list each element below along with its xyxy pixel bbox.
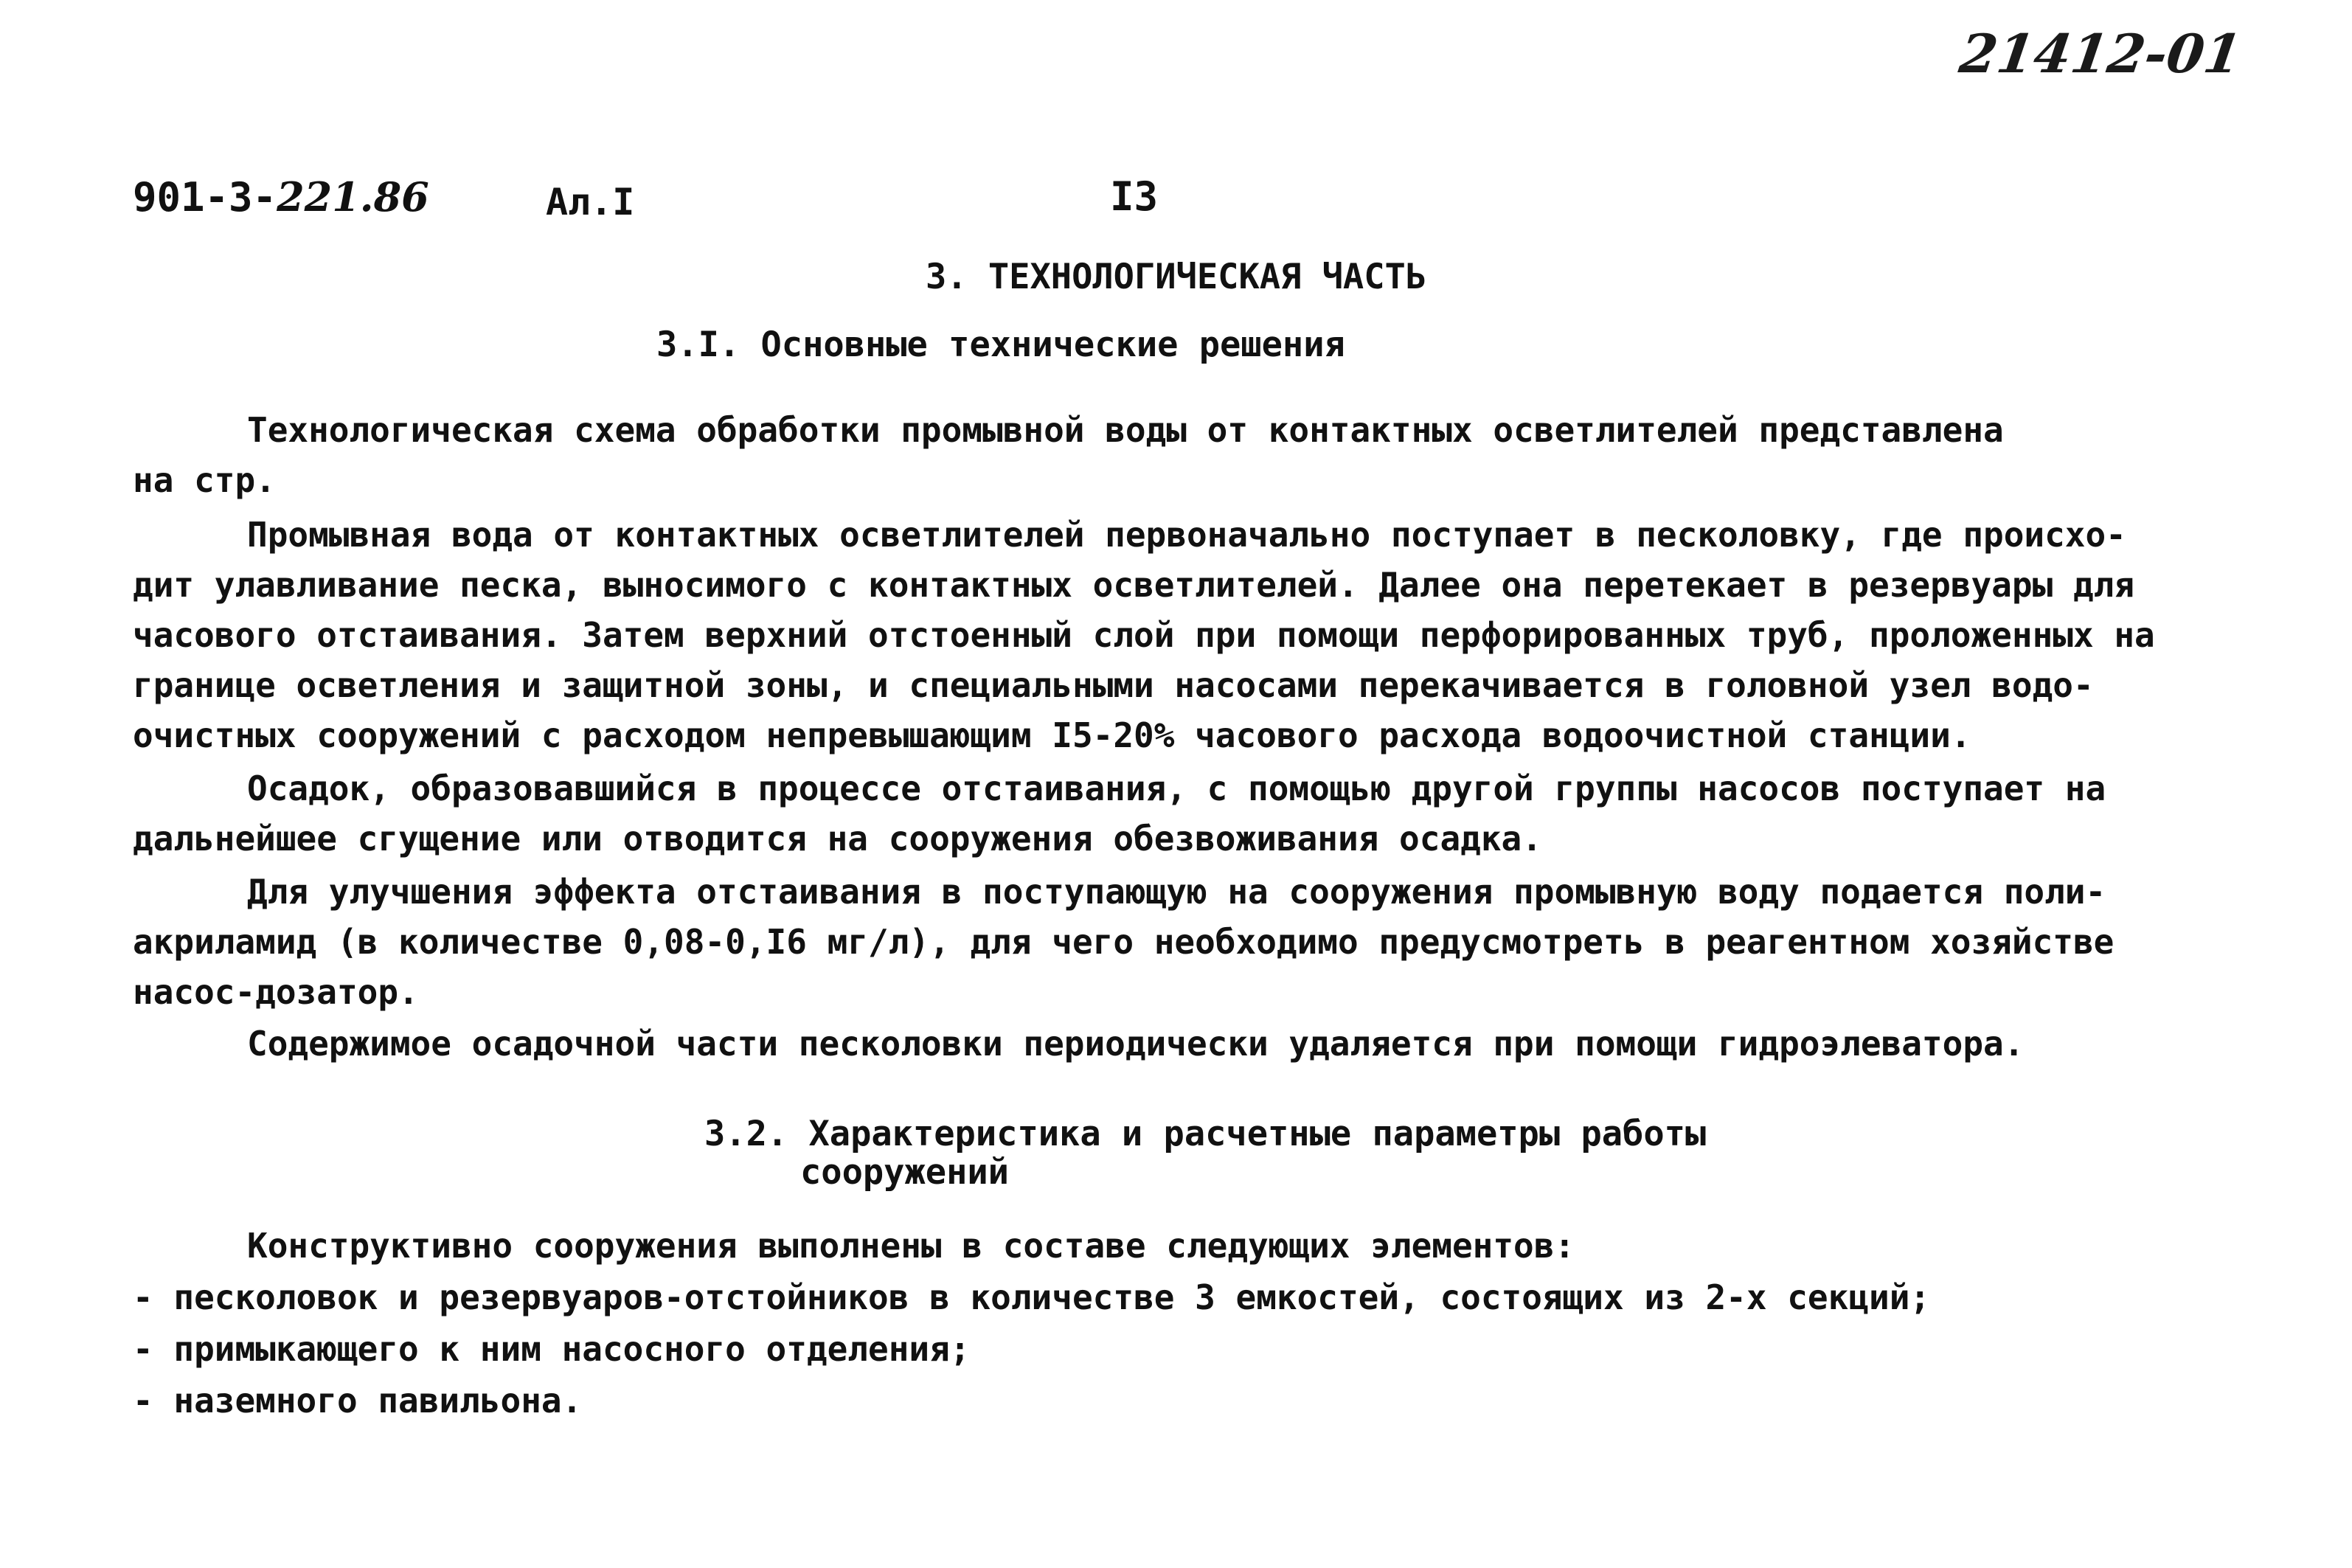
- document-code: [133, 173, 429, 221]
- paragraph-line: дальнейшее сгущение или отводится на сооружения обезвоживания осадка.: [133, 819, 1542, 858]
- paragraph-line: Осадок, образовавшийся в процессе отстаивания, с помощью другой группы насосов поступает на: [247, 769, 2106, 808]
- list-item: - наземного павильона.: [133, 1381, 583, 1420]
- paragraph-line: насос-дозатор.: [133, 972, 419, 1012]
- handwritten-archive-number: 21412-01: [1956, 22, 2246, 85]
- paragraph-line: очистных сооружений с расходом непревышающим I5-20% часового расхода водоочистной станции.: [133, 715, 1971, 755]
- sheet-label: Ал.I: [546, 181, 635, 223]
- list-intro: Конструктивно сооружения выполнены в составе следующих элементов:: [247, 1226, 1575, 1266]
- paragraph-line: на стр.: [133, 460, 276, 500]
- page-header: [133, 173, 2198, 232]
- list-item: - песколовок и резервуаров-отстойников в количестве 3 емкостей, состоящих из 2-х секций;: [133, 1277, 1931, 1317]
- paragraph-line: дит улавливание песка, выносимого с контактных осветлителей. Далее она перетекает в резервуары для: [133, 565, 2135, 605]
- list-item: - примыкающего к ним насосного отделения;: [133, 1329, 971, 1369]
- paragraph-line: Содержимое осадочной части песколовки периодически удаляется при помощи гидроэлеватора.: [247, 1024, 2025, 1064]
- page-number: I3: [1110, 173, 1159, 220]
- document-code-printed: 901-3-: [133, 174, 277, 221]
- paragraph-line: границе осветления и защитной зоны, и специальными насосами перекачивается в головной узел водо-: [133, 665, 2094, 705]
- subsection-title-3-1: 3.I. Основные технические решения: [656, 325, 1345, 365]
- section-title: 3. ТЕХНОЛОГИЧЕСКАЯ ЧАСТЬ: [926, 257, 1427, 297]
- document-code-handwritten: 221.86: [277, 173, 429, 221]
- paragraph-line: часового отстаивания. Затем верхний отстоенный слой при помощи перфорированных труб, проложенных на: [133, 615, 2155, 655]
- paragraph-line: акриламид (в количестве 0,08-0,I6 мг/л), для чего необходимо предусмотреть в реагентном хозяйстве: [133, 922, 2115, 962]
- subsection-title-3-2: 3.2. Характеристика и расчетные параметры работы: [704, 1114, 1707, 1154]
- paragraph-line: Для улучшения эффекта отстаивания в поступающую на сооружения промывную воду подается поли-: [247, 872, 2106, 912]
- paragraph-line: Технологическая схема обработки промывной воды от контактных осветлителей представлена: [247, 410, 2004, 450]
- subsection-title-3-2-continued: сооружений: [800, 1152, 1009, 1193]
- paragraph-line: Промывная вода от контактных осветлителей первоначально поступает в песколовку, где происхо-: [247, 515, 2126, 555]
